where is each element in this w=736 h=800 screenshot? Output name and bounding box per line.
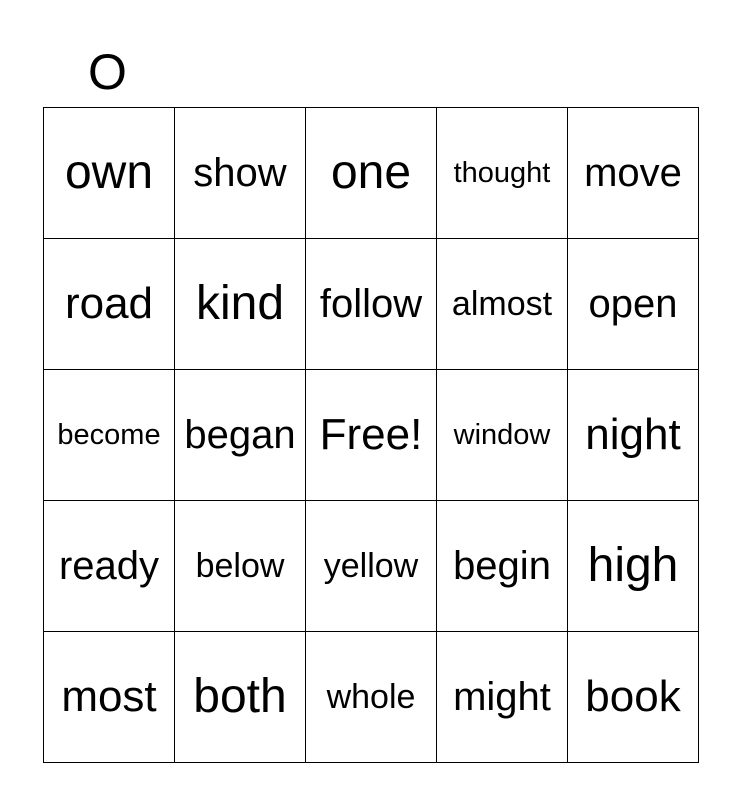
column-header-letter: O (88, 44, 127, 100)
board-cell[interactable]: began (175, 370, 306, 501)
bingo-board (43, 107, 699, 763)
board-cell[interactable]: own (44, 108, 175, 239)
board-cell[interactable]: almost (437, 239, 568, 370)
board-cell[interactable]: night (568, 370, 699, 501)
board-cell[interactable]: might (437, 632, 568, 763)
board-cell[interactable]: below (175, 501, 306, 632)
board-cell[interactable]: show (175, 108, 306, 239)
board-cell[interactable]: most (44, 632, 175, 763)
board-cell[interactable]: kind (175, 239, 306, 370)
board-row (44, 632, 699, 763)
board-cell[interactable]: high (568, 501, 699, 632)
board-row (44, 370, 699, 501)
free-space-cell[interactable]: Free! (306, 370, 437, 501)
board-cell[interactable]: road (44, 239, 175, 370)
board-row (44, 108, 699, 239)
board-cell[interactable]: one (306, 108, 437, 239)
board-cell[interactable]: open (568, 239, 699, 370)
board-cell[interactable]: follow (306, 239, 437, 370)
board-row (44, 501, 699, 632)
board-cell[interactable]: thought (437, 108, 568, 239)
board-cell[interactable]: both (175, 632, 306, 763)
board-cell[interactable]: book (568, 632, 699, 763)
board-row (44, 239, 699, 370)
board-cell[interactable]: ready (44, 501, 175, 632)
board-cell[interactable]: window (437, 370, 568, 501)
board-cell[interactable]: whole (306, 632, 437, 763)
board-cell[interactable]: yellow (306, 501, 437, 632)
board-cell[interactable]: become (44, 370, 175, 501)
board-cell[interactable]: move (568, 108, 699, 239)
board-cell[interactable]: begin (437, 501, 568, 632)
